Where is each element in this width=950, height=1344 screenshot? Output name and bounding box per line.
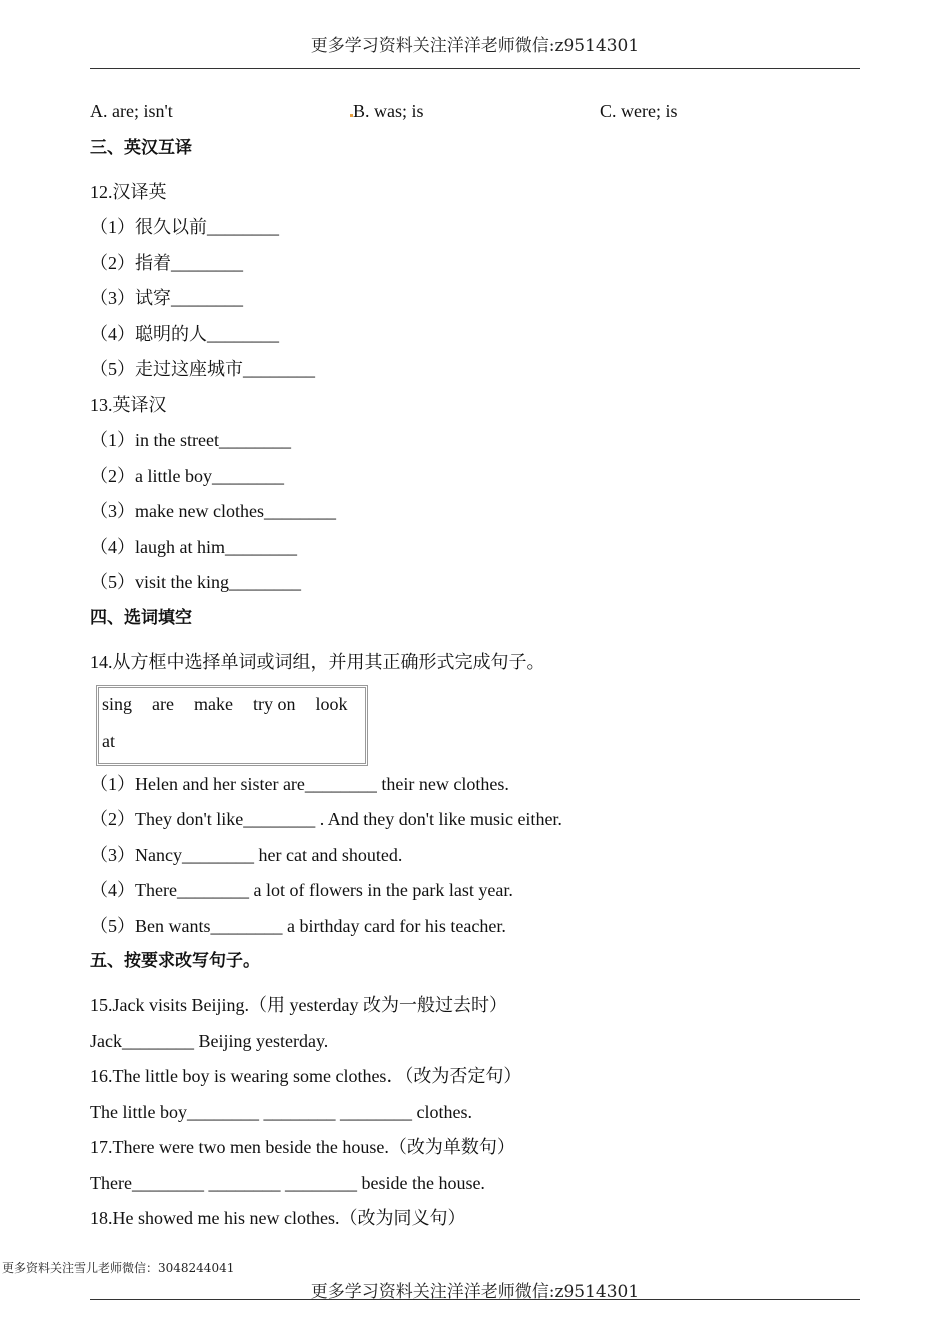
footnote: 更多资料关注雪儿老师微信：3048244041 (2, 1261, 235, 1275)
q13-item: （3）make new clothes________ (90, 501, 336, 521)
q13-item: （1）in the street________ (90, 430, 291, 450)
section5-title: 五、按要求改写句子。 (90, 951, 260, 971)
q12-item: （2）指着________ (90, 253, 243, 273)
section3-title: 三、英汉互译 (90, 138, 192, 158)
q14-item: （1）Helen and her sister are________ their new clothes. (90, 774, 509, 794)
q14-item: （3）Nancy________ her cat and shouted. (90, 845, 403, 865)
word-box-row (102, 694, 368, 715)
word-option: try on (252, 694, 296, 714)
q13-item: （2）a little boy________ (90, 466, 284, 486)
q15-question: 15.Jack visits Beijing.（用 yesterday 改为一般过去时） (90, 995, 507, 1015)
q12-item: （1）很久以前________ (90, 217, 279, 237)
footer-rule (90, 1299, 860, 1300)
q16-question: 16.The little boy is wearing some clothes．（改为否定句） (90, 1066, 522, 1086)
word-option: make (194, 694, 233, 714)
q13-title: 13.英译汉 (90, 395, 167, 415)
section4-title: 四、选词填空 (90, 608, 192, 628)
q12-item: （3）试穿________ (90, 288, 243, 308)
q13-item: （4）laugh at him________ (90, 537, 297, 557)
word-option: are (152, 694, 174, 714)
word-option: at (102, 731, 115, 751)
option-c: C. were; is (600, 101, 678, 121)
option-a: A. are; isn't (90, 101, 173, 121)
q17-question: 17.There were two men beside the house.（改为单数句） (90, 1137, 515, 1157)
q18-question: 18.He showed me his new clothes.（改为同义句） (90, 1208, 466, 1228)
option-b-text: B. was; is (353, 101, 424, 121)
q14-item: （2）They don't like________ . And they don't like music either. (90, 809, 562, 829)
q14-item: （4）There________ a lot of flowers in the park last year. (90, 880, 513, 900)
q12-title: 12.汉译英 (90, 182, 167, 202)
page-header: 更多学习资料关注洋洋老师微信:z9514301 (310, 36, 640, 56)
q13-item: （5）visit the king________ (90, 572, 301, 592)
word-option: sing (102, 694, 133, 714)
q14-title: 14.从方框中选择单词或词组，并用其正确形式完成句子。 (90, 652, 545, 672)
q17-answer: There________ ________ ________ beside the house. (90, 1173, 485, 1193)
q16-answer: The little boy________ ________ ________ clothes. (90, 1102, 472, 1122)
word-option: look (315, 694, 348, 714)
option-b (350, 101, 424, 122)
q12-item: （5）走过这座城市________ (90, 359, 315, 379)
word-box-row (102, 731, 135, 752)
q15-answer: Jack________ Beijing yesterday. (90, 1031, 329, 1051)
page-footer: 更多学习资料关注洋洋老师微信:z9514301 (310, 1282, 640, 1302)
q12-item: （4）聪明的人________ (90, 324, 279, 344)
word-box (96, 685, 368, 766)
q14-item: （5）Ben wants________ a birthday card for his teacher. (90, 916, 506, 936)
header-rule (90, 68, 860, 69)
